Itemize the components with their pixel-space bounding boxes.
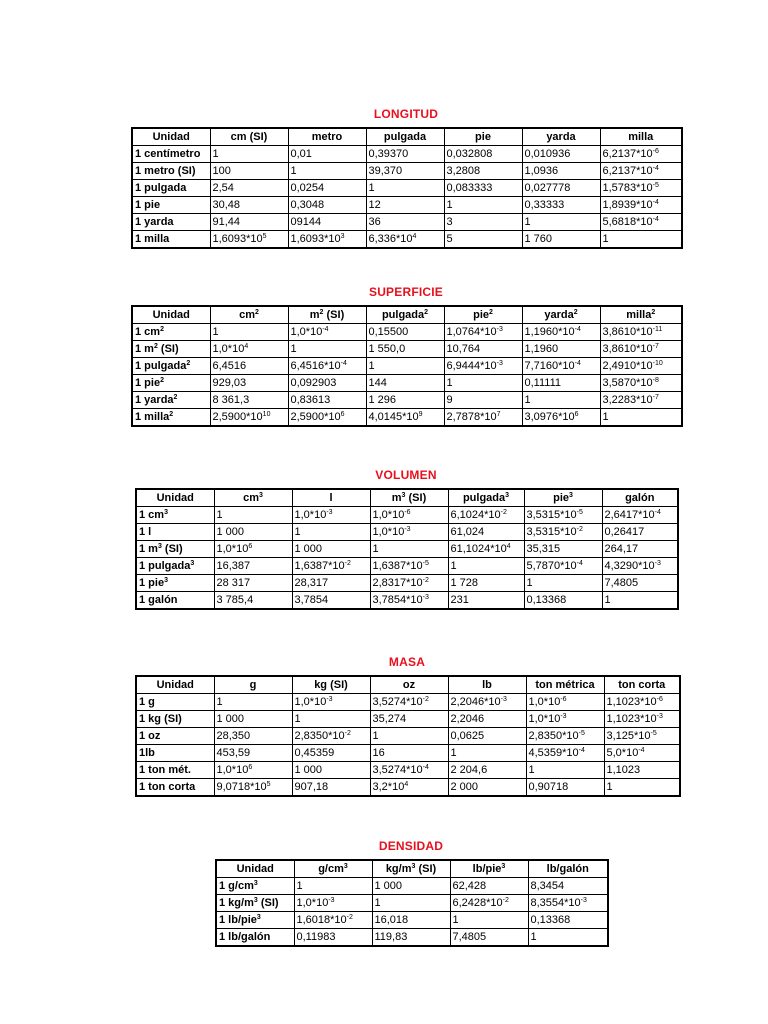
table-cell: 907,18 — [292, 779, 370, 797]
row-unit-label: 1 milla$^2$ — [132, 409, 210, 427]
table-cell: $6,2137*10^{-4}$ — [600, 163, 682, 180]
table-row — [132, 180, 682, 197]
table-densidad — [215, 859, 609, 947]
table-cell: 2,2046 — [448, 711, 526, 728]
table-cell: 1 — [602, 592, 678, 610]
column-header: cm (SI) — [210, 128, 288, 146]
table-cell: 12 — [366, 197, 444, 214]
table-cell: 7,4805 — [450, 929, 528, 947]
table-cell: $1,0*10^{-3}$ — [370, 524, 448, 541]
table-cell: $1,1960*10^{-4}$ — [522, 324, 600, 341]
table-cell: 8 361,3 — [210, 392, 288, 409]
table-cell: 1 — [522, 214, 600, 231]
table-row — [136, 558, 678, 575]
table-cell: 3 785,4 — [214, 592, 292, 610]
table-cell: 1 — [366, 180, 444, 197]
table-cell: 1 728 — [448, 575, 524, 592]
table-cell: $1,6093*10^3$ — [288, 231, 366, 249]
table-cell: 1 — [524, 575, 602, 592]
section-masa — [135, 654, 679, 797]
header-row — [132, 128, 682, 146]
table-row — [136, 779, 680, 797]
table-cell: 0,33333 — [522, 197, 600, 214]
table-cell: $3,125*10^{-5}$ — [604, 728, 680, 745]
table-cell: 1 000 — [292, 762, 370, 779]
row-unit-label: 1 yarda$^2$ — [132, 392, 210, 409]
row-unit-label: 1 $g/cm^3$ — [216, 878, 294, 895]
table-cell: $3,5315*10^{-2}$ — [524, 524, 602, 541]
column-header: ton métrica — [526, 676, 604, 694]
column-header: pulgada$^3$ — [448, 489, 524, 507]
column-header: pulgada — [366, 128, 444, 146]
table-cell: 1 — [372, 895, 450, 912]
table-cell: 61,024 — [448, 524, 524, 541]
table-cell: 0,092903 — [288, 375, 366, 392]
row-unit-label: 1 yarda — [132, 214, 210, 231]
table-cell: $6,9444*10^{-3}$ — [444, 358, 522, 375]
row-unit-label: 1 $kg/m^3$ (SI) — [216, 895, 294, 912]
table-cell: 0,083333 — [444, 180, 522, 197]
table-cell: 1 — [604, 779, 680, 797]
table-row — [132, 163, 682, 180]
row-unit-label: 1 pulgada$^2$ — [132, 358, 210, 375]
table-cell: 8,3454 — [528, 878, 608, 895]
row-unit-label: 1 pulgada$^3$ — [136, 558, 214, 575]
column-header: Unidad — [216, 860, 294, 878]
table-cell: 1 000 — [214, 524, 292, 541]
table-cell: $2,5900*10^{10}$ — [210, 409, 288, 427]
table-cell: 453,59 — [214, 745, 292, 762]
column-header: pulgada$^2$ — [366, 306, 444, 324]
column-header: lb/galón — [528, 860, 608, 878]
row-unit-label: 1 pulgada — [132, 180, 210, 197]
table-cell: $3,5274*10^{-2}$ — [370, 694, 448, 711]
table-cell: $3,2283*10^{-7}$ — [600, 392, 682, 409]
table-cell: $6,2137*10^{-6}$ — [600, 146, 682, 163]
table-row — [136, 745, 680, 762]
section-title-longitud: LONGITUD — [373, 107, 439, 121]
table-cell: 30,48 — [210, 197, 288, 214]
table-cell: $2,6417*10^{-4}$ — [602, 507, 678, 524]
table-cell: $1,0*10^{-6}$ — [526, 694, 604, 711]
table-cell: $6,336*10^4$ — [366, 231, 444, 249]
column-header: pie$^3$ — [524, 489, 602, 507]
row-unit-label: 1 $m^3$ (SI) — [136, 541, 214, 558]
row-unit-label: 1 l — [136, 524, 214, 541]
table-cell: 1 — [370, 541, 448, 558]
column-header: Unidad — [136, 489, 214, 507]
table-row — [136, 694, 680, 711]
table-row — [216, 929, 608, 947]
table-volumen — [135, 488, 679, 610]
table-row — [136, 592, 678, 610]
section-volumen — [135, 467, 677, 610]
table-cell: 36 — [366, 214, 444, 231]
table-cell: $3,5870*10^{-8}$ — [600, 375, 682, 392]
table-cell: $1,0*10^{-3}$ — [526, 711, 604, 728]
table-cell: 119,83 — [372, 929, 450, 947]
column-header: $m^3$ (SI) — [370, 489, 448, 507]
table-cell: 0,83613 — [288, 392, 366, 409]
table-cell: 1 760 — [522, 231, 600, 249]
table-cell: $1,0*10^{-3}$ — [292, 694, 370, 711]
table-cell: $6,2428*10^{-2}$ — [450, 895, 528, 912]
table-cell: 0,010936 — [522, 146, 600, 163]
table-cell: 1 — [600, 409, 682, 427]
table-cell: 264,17 — [602, 541, 678, 558]
row-unit-label: 1 $cm^3$ — [136, 507, 214, 524]
table-cell: 0,0254 — [288, 180, 366, 197]
column-header: pie$^2$ — [444, 306, 522, 324]
table-row — [132, 231, 682, 249]
header-row — [136, 676, 680, 694]
table-cell: 1 — [448, 745, 526, 762]
table-cell: 2 000 — [448, 779, 526, 797]
table-cell: 1,0936 — [522, 163, 600, 180]
table-cell: 1 — [444, 375, 522, 392]
table-cell: 1 — [294, 878, 372, 895]
table-cell: 91,44 — [210, 214, 288, 231]
column-header: Unidad — [132, 128, 210, 146]
row-unit-label: 1 ton mét. — [136, 762, 214, 779]
column-header: kg (SI) — [292, 676, 370, 694]
table-row — [136, 507, 678, 524]
column-header: $kg/m^3$ (SI) — [372, 860, 450, 878]
table-row — [132, 341, 682, 358]
table-cell: 3,7854 — [292, 592, 370, 610]
table-cell: 0,90718 — [526, 779, 604, 797]
table-cell: 1,1960 — [522, 341, 600, 358]
row-unit-label: 1 galón — [136, 592, 214, 610]
table-cell: 2,54 — [210, 180, 288, 197]
column-header: ton corta — [604, 676, 680, 694]
table-cell: 1 000 — [372, 878, 450, 895]
table-cell: 28,317 — [292, 575, 370, 592]
section-longitud — [131, 106, 681, 249]
table-cell: 7,4805 — [602, 575, 678, 592]
table-cell: $3,8610*10^{-7}$ — [600, 341, 682, 358]
column-header: milla — [600, 128, 682, 146]
table-cell: 1 — [214, 694, 292, 711]
table-cell: 16,018 — [372, 912, 450, 929]
column-header: metro — [288, 128, 366, 146]
table-cell: $1,5783*10^{-5}$ — [600, 180, 682, 197]
table-cell: 1 — [288, 163, 366, 180]
table-cell: 1 — [450, 912, 528, 929]
table-cell: 5 — [444, 231, 522, 249]
table-cell: $3,7854*10^{-3}$ — [370, 592, 448, 610]
table-cell: $1,0*10^6$ — [214, 541, 292, 558]
table-cell: $7,7160*10^{-4}$ — [522, 358, 600, 375]
column-header: $cm^2$ — [210, 306, 288, 324]
table-cell: 929,03 — [210, 375, 288, 392]
table-row — [136, 728, 680, 745]
table-cell: 1 — [522, 392, 600, 409]
table-cell: $2,8317*10^{-2}$ — [370, 575, 448, 592]
table-cell: $6,1024*10^{-2}$ — [448, 507, 524, 524]
row-unit-label: 1lb — [136, 745, 214, 762]
table-cell: $1,0*10^{-6}$ — [370, 507, 448, 524]
table-row — [136, 711, 680, 728]
table-cell: 39,370 — [366, 163, 444, 180]
table-row — [132, 214, 682, 231]
table-cell: $1,0*10^{-4}$ — [288, 324, 366, 341]
table-cell: $1,0*10^{-3}$ — [292, 507, 370, 524]
table-cell: $4,5359*10^{-4}$ — [526, 745, 604, 762]
column-header: $cm^3$ — [214, 489, 292, 507]
table-row — [136, 575, 678, 592]
table-cell: $3,5315*10^{-5}$ — [524, 507, 602, 524]
table-cell: $1,0764*10^{-3}$ — [444, 324, 522, 341]
table-masa — [135, 675, 681, 797]
table-cell: 231 — [448, 592, 524, 610]
header-row — [136, 489, 678, 507]
table-cell: 1 — [444, 197, 522, 214]
row-unit-label: 1 pie$^2$ — [132, 375, 210, 392]
table-cell: 1 — [210, 324, 288, 341]
table-cell: 1 — [370, 728, 448, 745]
table-cell: $2,5900*10^6$ — [288, 409, 366, 427]
column-header: $g/cm^3$ — [294, 860, 372, 878]
table-cell: 1 296 — [366, 392, 444, 409]
table-cell: 0,13368 — [524, 592, 602, 610]
table-cell: $2,7878*10^7$ — [444, 409, 522, 427]
column-header: yarda — [522, 128, 600, 146]
table-cell: $5,0*10^{-4}$ — [604, 745, 680, 762]
row-unit-label: 1 $m^2$ (SI) — [132, 341, 210, 358]
row-unit-label: 1 milla — [132, 231, 210, 249]
table-cell: 16,387 — [214, 558, 292, 575]
row-unit-label: 1 kg (SI) — [136, 711, 214, 728]
section-densidad — [215, 838, 607, 947]
row-unit-label: 1 $cm^2$ — [132, 324, 210, 341]
table-row — [132, 197, 682, 214]
header-row — [216, 860, 608, 878]
table-cell: $3,2*10^4$ — [370, 779, 448, 797]
table-cell: 1,1023 — [604, 762, 680, 779]
table-cell: $4,0145*10^9$ — [366, 409, 444, 427]
table-cell: 1 — [600, 231, 682, 249]
table-cell: 0,11983 — [294, 929, 372, 947]
row-unit-label: 1 g — [136, 694, 214, 711]
row-unit-label: 1 oz — [136, 728, 214, 745]
table-cell: 1 — [526, 762, 604, 779]
column-header: Unidad — [136, 676, 214, 694]
table-row — [132, 358, 682, 375]
table-cell: 1 — [292, 711, 370, 728]
table-cell: 28,350 — [214, 728, 292, 745]
table-cell: 1 550,0 — [366, 341, 444, 358]
row-unit-label: 1 lb/pie$^3$ — [216, 912, 294, 929]
table-cell: $1,6387*10^{-2}$ — [292, 558, 370, 575]
column-header: lb — [448, 676, 526, 694]
column-header: galón — [602, 489, 678, 507]
table-row — [132, 324, 682, 341]
table-cell: 2 204,6 — [448, 762, 526, 779]
table-cell: $5,6818*10^{-4}$ — [600, 214, 682, 231]
table-cell: 6,4516 — [210, 358, 288, 375]
row-unit-label: 1 ton corta — [136, 779, 214, 797]
table-cell: 0,3048 — [288, 197, 366, 214]
table-cell: 35,315 — [524, 541, 602, 558]
table-cell: 0,26417 — [602, 524, 678, 541]
section-title-masa: MASA — [388, 655, 426, 669]
section-title-densidad: DENSIDAD — [378, 839, 444, 853]
table-cell: 1 000 — [292, 541, 370, 558]
table-cell: 0,11111 — [522, 375, 600, 392]
column-header: oz — [370, 676, 448, 694]
row-unit-label: 1 centímetro — [132, 146, 210, 163]
table-cell: 3,2808 — [444, 163, 522, 180]
table-cell: $9,0718*10^5$ — [214, 779, 292, 797]
table-cell: $3,5274*10^{-4}$ — [370, 762, 448, 779]
column-header: yarda$^2$ — [522, 306, 600, 324]
row-unit-label: 1 lb/galón — [216, 929, 294, 947]
table-cell: $1,0*10^6$ — [214, 762, 292, 779]
column-header: lb/pie$^3$ — [450, 860, 528, 878]
table-cell: $3,8610*10^{-11}$ — [600, 324, 682, 341]
table-cell: 9 — [444, 392, 522, 409]
table-cell: $1,8939*10^{-4}$ — [600, 197, 682, 214]
header-row — [132, 306, 682, 324]
table-row — [132, 146, 682, 163]
table-row — [216, 878, 608, 895]
table-cell: 3 — [444, 214, 522, 231]
table-row — [136, 524, 678, 541]
table-cell: $3,0976*10^6$ — [522, 409, 600, 427]
table-cell: 1 — [528, 929, 608, 947]
table-cell: $2,8350*10^{-5}$ — [526, 728, 604, 745]
table-cell: $61,1024*10^4$ — [448, 541, 524, 558]
table-cell: 62,428 — [450, 878, 528, 895]
table-row — [132, 392, 682, 409]
table-cell: 144 — [366, 375, 444, 392]
table-cell: 16 — [370, 745, 448, 762]
column-header: g — [214, 676, 292, 694]
row-unit-label: 1 pie$^3$ — [136, 575, 214, 592]
column-header: $m^2$ (SI) — [288, 306, 366, 324]
table-longitud — [131, 127, 683, 249]
table-cell: 1 — [214, 507, 292, 524]
table-cell: 100 — [210, 163, 288, 180]
table-cell: $2,2046*10^{-3}$ — [448, 694, 526, 711]
table-cell: $1,1023*10^{-3}$ — [604, 711, 680, 728]
table-cell: 0,39370 — [366, 146, 444, 163]
table-cell: $5,7870*10^{-4}$ — [524, 558, 602, 575]
table-row — [132, 409, 682, 427]
table-row — [136, 762, 680, 779]
table-cell: 0,13368 — [528, 912, 608, 929]
column-header: l — [292, 489, 370, 507]
section-title-superficie: SUPERFICIE — [368, 285, 443, 299]
table-cell: 0,01 — [288, 146, 366, 163]
table-cell: 1 — [366, 358, 444, 375]
table-cell: 35,274 — [370, 711, 448, 728]
table-cell: $1,6018*10^{-2}$ — [294, 912, 372, 929]
table-cell: $1,0*10^{-3}$ — [294, 895, 372, 912]
column-header: milla$^2$ — [600, 306, 682, 324]
table-superficie — [131, 305, 683, 427]
table-cell: $2,4910*10^{-10}$ — [600, 358, 682, 375]
table-cell: $1,6093*10^5$ — [210, 231, 288, 249]
table-cell: 1 — [288, 341, 366, 358]
table-cell: $4,3290*10^{-3}$ — [602, 558, 678, 575]
table-cell: $1,1023*10^{-6}$ — [604, 694, 680, 711]
table-cell: 0,032808 — [444, 146, 522, 163]
table-cell: $6,4516*10^{-4}$ — [288, 358, 366, 375]
table-cell: $1,0*10^4$ — [210, 341, 288, 358]
table-cell: 1 — [210, 146, 288, 163]
table-row — [216, 895, 608, 912]
row-unit-label: 1 metro (SI) — [132, 163, 210, 180]
table-row — [132, 375, 682, 392]
row-unit-label: 1 pie — [132, 197, 210, 214]
table-row — [216, 912, 608, 929]
table-cell: 1 — [292, 524, 370, 541]
table-cell: 09144 — [288, 214, 366, 231]
table-cell: 0,45359 — [292, 745, 370, 762]
table-cell: 0,027778 — [522, 180, 600, 197]
table-cell: 28 317 — [214, 575, 292, 592]
table-cell: 10,764 — [444, 341, 522, 358]
table-cell: 1 000 — [214, 711, 292, 728]
table-cell: 1 — [448, 558, 524, 575]
table-row — [136, 541, 678, 558]
table-cell: 0,0625 — [448, 728, 526, 745]
section-title-volumen: VOLUMEN — [375, 468, 437, 482]
table-cell: $2,8350*10^{-2}$ — [292, 728, 370, 745]
column-header: pie — [444, 128, 522, 146]
table-cell: $8,3554*10^{-3}$ — [528, 895, 608, 912]
section-superficie — [131, 284, 681, 427]
table-cell: 0,15500 — [366, 324, 444, 341]
table-cell: $1,6387*10^{-5}$ — [370, 558, 448, 575]
column-header: Unidad — [132, 306, 210, 324]
